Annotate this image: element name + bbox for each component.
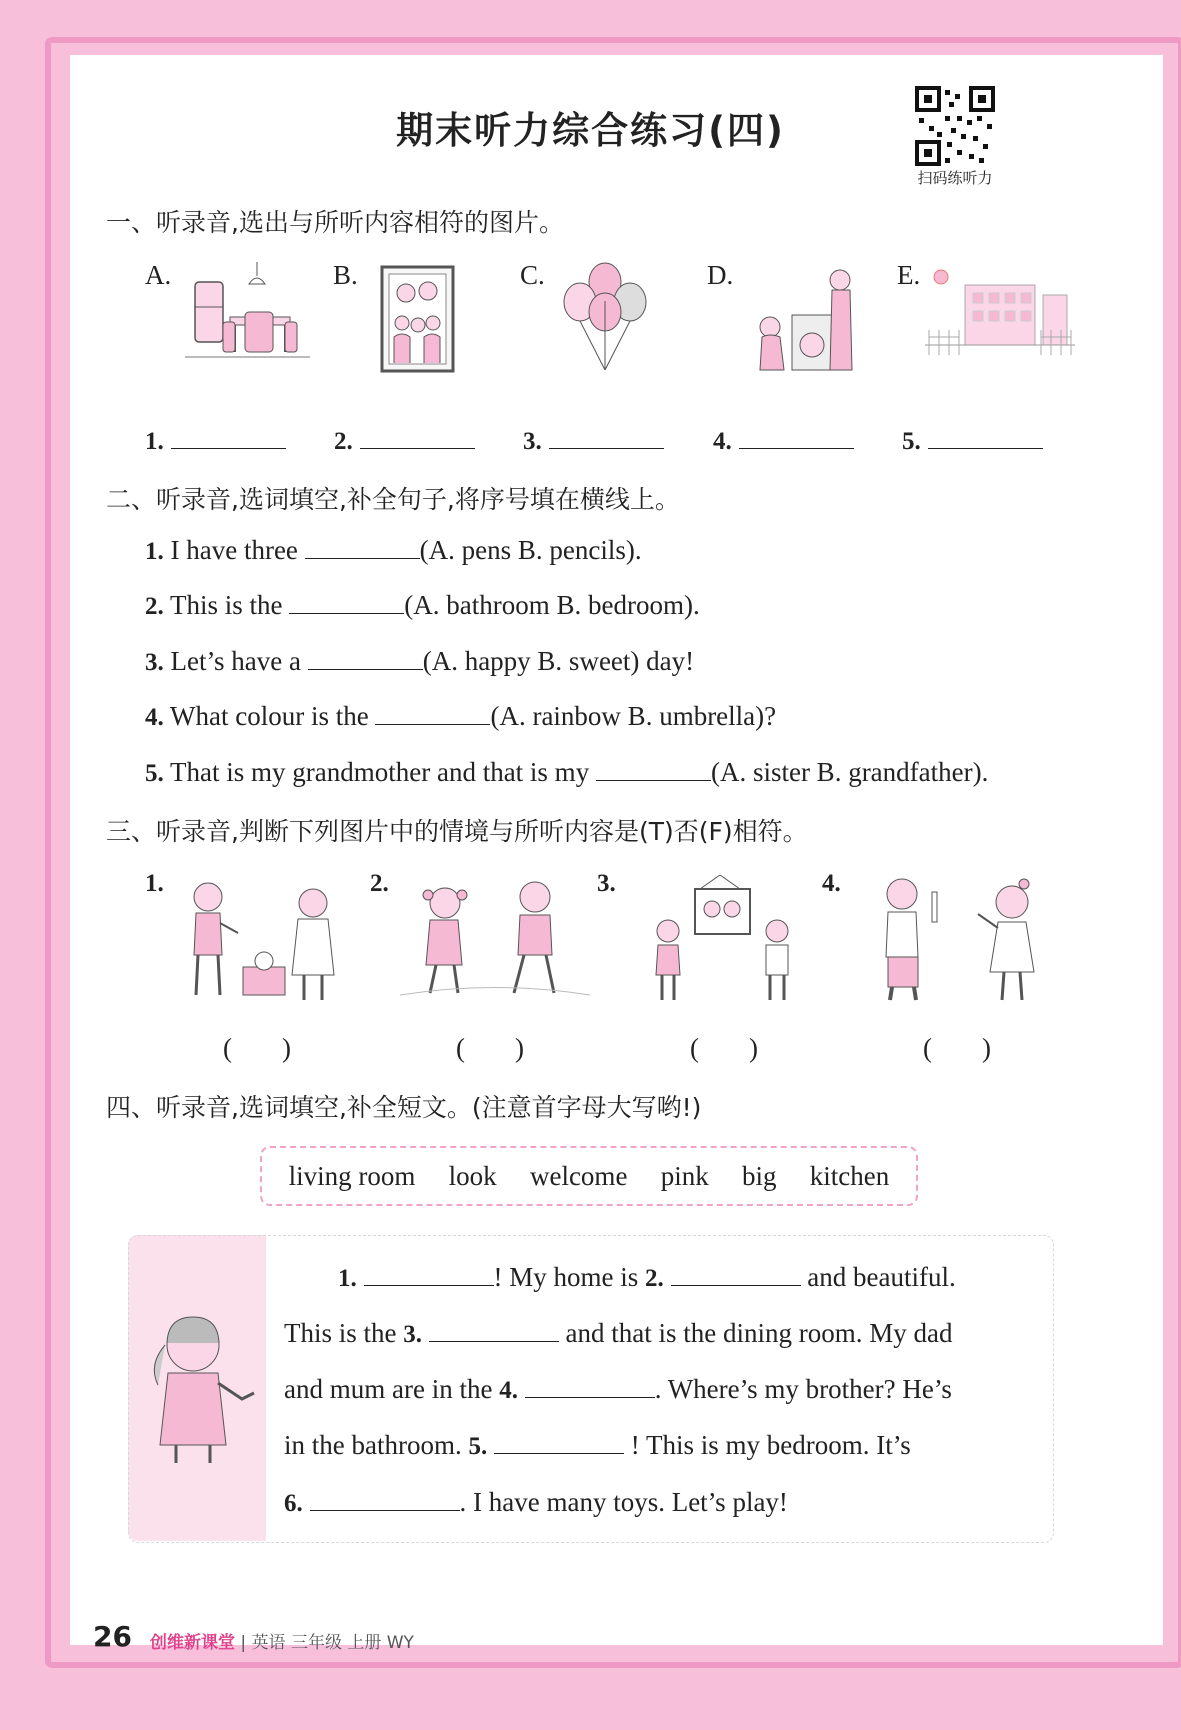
boy-girl-cat-box-icon: [178, 875, 348, 1010]
sentence-text: Let’s have a: [170, 646, 301, 676]
sentence-item: [145, 590, 700, 621]
page-title: 期末听力综合练习(四): [396, 109, 785, 152]
answer-blank-5[interactable]: [928, 426, 1043, 449]
item-number: 2.: [145, 593, 164, 620]
qr-caption: 扫码练听力: [917, 169, 993, 187]
answer-paren[interactable]: ( ): [690, 1033, 758, 1063]
answer-paren[interactable]: ( ): [923, 1033, 991, 1063]
girl-presenting-icon: [138, 1305, 263, 1470]
section3-heading: 三、听录音,判断下列图片中的情境与所听内容是(T)否(F)相符。: [106, 817, 808, 846]
picture-label-c: C.: [520, 260, 545, 290]
word-option: big: [742, 1160, 777, 1191]
fill-blank[interactable]: [308, 647, 423, 670]
answer-row: [523, 425, 664, 456]
sentence-text: I have three: [170, 535, 298, 565]
answer-paren[interactable]: ( ): [456, 1033, 524, 1063]
answer-number: 2.: [334, 428, 353, 455]
story-blank-4[interactable]: [525, 1375, 655, 1398]
story-blank-5[interactable]: [494, 1431, 624, 1454]
kids-family-photo-icon: [640, 875, 800, 1010]
story-blank-6[interactable]: [310, 1488, 460, 1511]
kitchen-dining-icon: [185, 262, 310, 377]
fill-blank[interactable]: [289, 591, 404, 614]
picture-number: 1.: [145, 870, 164, 897]
brand-name: 创维新课堂: [150, 1633, 235, 1653]
house-exterior-icon: [925, 265, 1075, 370]
picture-label-e: E.: [897, 260, 921, 290]
girl-boy-walking-icon: [400, 875, 590, 1005]
story-blank-1[interactable]: [364, 1263, 494, 1286]
picture-number: 4.: [822, 870, 841, 897]
picture-label-b: B.: [333, 260, 358, 290]
word-option: pink: [660, 1160, 709, 1191]
picture-number: 3.: [597, 870, 616, 897]
sentence-text: This is the: [170, 590, 283, 620]
picture-label-a: A.: [145, 260, 172, 290]
story-blank-3[interactable]: [429, 1319, 559, 1342]
boy-girl-ruler-icon: [872, 872, 1052, 1012]
item-number: 1.: [145, 538, 164, 565]
word-option: look: [448, 1160, 497, 1191]
answer-row: [334, 425, 475, 456]
options-text: (A. rainbow B. umbrella)?: [490, 701, 777, 731]
page-number: 26: [93, 1620, 132, 1653]
answer-row: [145, 425, 286, 456]
options-text: (A. sister B. grandfather).: [710, 757, 989, 787]
word-option: kitchen: [809, 1160, 890, 1191]
qr-code-icon: [915, 86, 995, 166]
picture-number: 2.: [370, 870, 389, 897]
options-text: (A. happy B. sweet) day!: [422, 646, 695, 676]
sentence-text: That is my grandmother and that is my: [170, 757, 590, 787]
sentence-item: [145, 701, 776, 732]
fill-blank[interactable]: [375, 702, 490, 725]
story-line-1: 1. ! My home is 2. and beautiful.: [338, 1262, 956, 1292]
story-line-3: and mum are in the 4. . Where’s my brother? He’s: [284, 1374, 952, 1404]
sentence-item: [145, 646, 694, 677]
story-line-4: in the bathroom. 5. ! This is my bedroom. It’s: [284, 1430, 911, 1460]
fill-blank[interactable]: [305, 536, 420, 559]
answer-row: [902, 425, 1043, 456]
sentence-item: [145, 535, 642, 566]
section4-heading: 四、听录音,选词填空,补全短文。(注意首字母大写哟!): [106, 1093, 702, 1122]
answer-number: 3.: [523, 428, 542, 455]
word-option: welcome: [529, 1160, 628, 1191]
options-text: (A. bathroom B. bedroom).: [404, 590, 700, 620]
answer-number: 5.: [902, 428, 921, 455]
answer-row: [713, 425, 854, 456]
options-text: (A. pens B. pencils).: [419, 535, 642, 565]
sentence-text: What colour is the: [170, 701, 369, 731]
item-number: 5.: [145, 760, 164, 787]
picture-label-d: D.: [707, 260, 734, 290]
answer-blank-3[interactable]: [549, 426, 664, 449]
answer-blank-2[interactable]: [360, 426, 475, 449]
story-line-5: 6. . I have many toys. Let’s play!: [284, 1487, 788, 1517]
word-bank: [260, 1146, 918, 1206]
family-photo-icon: [380, 265, 455, 378]
answer-blank-4[interactable]: [739, 426, 854, 449]
answer-paren[interactable]: ( ): [223, 1033, 291, 1063]
balloons-icon: [560, 260, 650, 385]
fill-blank[interactable]: [596, 758, 711, 781]
answer-number: 4.: [713, 428, 732, 455]
book-info: | 英语 三年级 上册 WY: [240, 1633, 414, 1653]
sentence-item: [145, 757, 988, 788]
story-line-2: This is the 3. and that is the dining room. My dad: [284, 1318, 953, 1348]
section1-heading: 一、听录音,选出与所听内容相符的图片。: [106, 208, 564, 237]
footer-info: [150, 1628, 414, 1653]
word-option: living room: [288, 1160, 416, 1191]
answer-blank-1[interactable]: [171, 426, 286, 449]
story-blank-2[interactable]: [671, 1263, 801, 1286]
item-number: 3.: [145, 649, 164, 676]
section2-heading: 二、听录音,选词填空,补全句子,将序号填在横线上。: [106, 485, 680, 514]
answer-number: 1.: [145, 428, 164, 455]
item-number: 4.: [145, 704, 164, 731]
mother-daughter-laundry-icon: [752, 265, 862, 380]
